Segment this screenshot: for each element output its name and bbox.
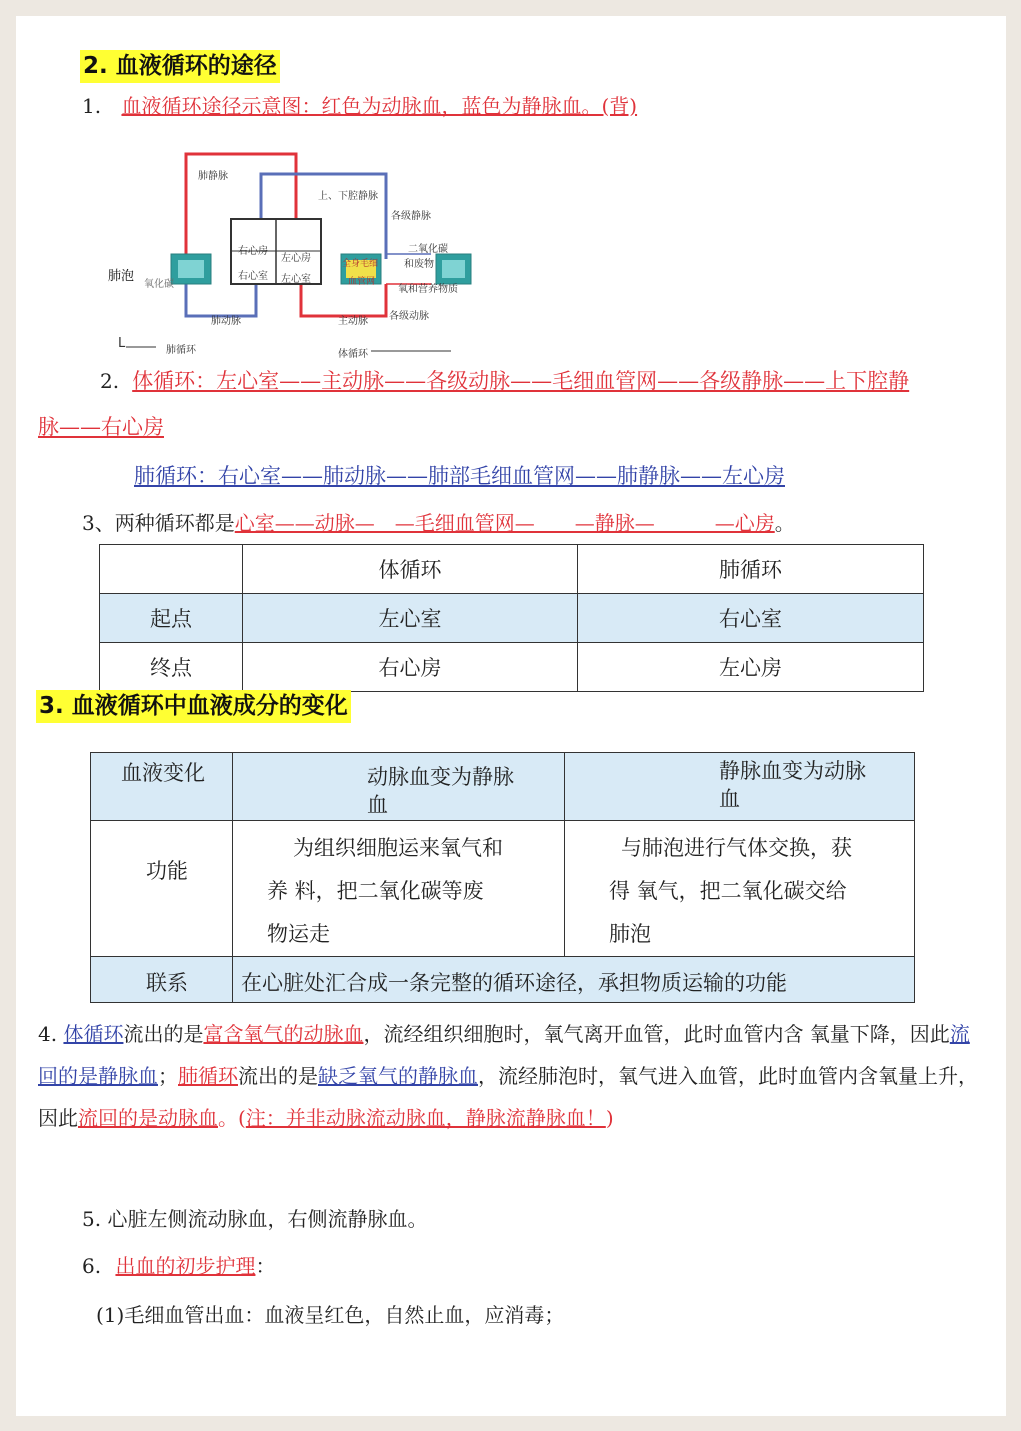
table-cell: 起点 [100, 594, 243, 643]
label-pulmonary-vein: 肺静脉 [198, 171, 228, 182]
table-header-cell [565, 753, 915, 821]
item-2-pulmonary-text: 肺循环：右心室——肺动脉——肺部毛细血管网——肺静脉——左心房 [134, 464, 785, 488]
label-left-ventricle: 左心室 [281, 274, 311, 285]
table-cell [565, 821, 915, 957]
table-cell: 右心室 [578, 594, 924, 643]
label-L: L [118, 336, 126, 351]
item-3-prefix: 3、两种循环都是 [82, 511, 235, 535]
item-2-number: 2. [100, 369, 120, 393]
cell-line: 得 氧气，把二氧化碳交给 [609, 879, 847, 903]
item-6-text: 出血的初步护理 [115, 1254, 256, 1278]
table-cell: 左心室 [243, 594, 578, 643]
item-4-returns-venous: 流回的是静脉血 [38, 1022, 970, 1088]
circulation-diagram [86, 134, 486, 364]
item-4-text: ，流经肺泡时，氧气进入血管，此时血管内含氧量上升，因此 [38, 1064, 978, 1130]
item-2-systemic-text: 体循环：左心室——主动脉——各级动脉——毛细血管网——各级静脉——上下腔静 [132, 369, 910, 393]
cell-line: 与肺泡进行气体交换，获 [621, 836, 852, 860]
table-cell: 联系 [91, 957, 233, 1003]
item-4-number: 4. [38, 1022, 58, 1046]
table-header-cell [233, 753, 565, 821]
item-6 [82, 1252, 275, 1280]
label-left-atrium: 左心房 [281, 253, 311, 264]
label-systemic-circulation: 体循环 [338, 349, 368, 360]
item-4-text: ； [158, 1064, 178, 1088]
table-cell: 左心房 [578, 643, 924, 692]
item-6-sub-1: (1)毛细血管出血：血液呈红色，自然止血，应消毒； [96, 1303, 565, 1327]
table-row [100, 594, 924, 643]
item-4-paragraph [38, 1013, 988, 1139]
label-oxygen-nutrients: 氧和营养物质 [398, 284, 458, 295]
cell-line: 养 料，把二氧化碳等废 [267, 879, 484, 903]
header-line: 血 [719, 787, 740, 811]
label-co2-left: 氧化碳 [144, 279, 174, 290]
item-4-text: 流出的是 [238, 1064, 318, 1088]
item-4-text: 流出的是 [123, 1022, 204, 1046]
item-1-text: 血液循环途径示意图：红色为动脉血，蓝色为静脉血。(背) [121, 94, 638, 118]
item-4-note: 注：并非动脉流动脉血，静脉流静脉血！ [245, 1106, 606, 1130]
label-pulmonary-artery: 肺动脉 [211, 316, 241, 327]
item-4-text: 。( [218, 1106, 246, 1130]
item-4-oxygen-rich: 富含氧气的动脉血 [203, 1022, 364, 1046]
item-2-systemic [100, 366, 909, 396]
header-line: 动脉血变为静脉 [367, 765, 514, 789]
section-heading-2: 2. 血液循环的途径 [80, 50, 280, 83]
label-arteries: 各级动脉 [389, 311, 429, 322]
item-4-text: ，流经组织细胞时，氧气离开血管，此时血管内含 氧量下降，因此 [363, 1022, 950, 1046]
table-header-row [100, 545, 924, 594]
table-header-cell [100, 545, 243, 594]
label-right-atrium: 右心房 [238, 246, 268, 257]
label-waste: 和废物 [404, 259, 434, 270]
table-header-row [91, 753, 915, 821]
table-header-cell: 血液变化 [91, 753, 233, 821]
table-header-cell: 肺循环 [578, 545, 924, 594]
item-4-systemic: 体循环 [63, 1022, 124, 1046]
table-cell: 右心房 [243, 643, 578, 692]
item-1-number: 1. [82, 94, 102, 118]
circulation-table [99, 544, 924, 692]
item-3-text: 心室——动脉— —毛细血管网— —静脉— —心房 [234, 511, 775, 535]
lung-capillary-inner [178, 260, 204, 278]
label-pulmonary-circulation: 肺循环 [166, 345, 196, 356]
table-cell: 功能 [91, 821, 233, 957]
item-6-number: 6. [82, 1254, 102, 1278]
table-header-cell: 体循环 [243, 545, 578, 594]
table-row [100, 643, 924, 692]
item-3 [82, 509, 795, 537]
item-5: 5. 心脏左侧流动脉血，右侧流静脉血。 [82, 1207, 428, 1231]
item-4-text: ) [605, 1106, 614, 1130]
item-1 [82, 92, 637, 120]
item-4-oxygen-poor: 缺乏氧气的静脉血 [318, 1064, 478, 1088]
label-alveoli: 肺泡 [108, 269, 135, 284]
item-3-suffix: 。 [774, 511, 795, 535]
table-row [91, 821, 915, 957]
document-page [16, 16, 1006, 1416]
section-heading-3: 3. 血液循环中血液成分的变化 [36, 690, 351, 723]
label-aorta: 主动脉 [338, 316, 368, 327]
cell-line: 肺泡 [609, 922, 651, 946]
label-right-ventricle: 右心室 [238, 271, 268, 282]
label-co2-top: 二氧化碳 [408, 244, 448, 255]
cell-line: 为组织细胞运来氧气和 [293, 836, 503, 860]
table-cell: 在心脏处汇合成一条完整的循环途径，承担物质运输的功能 [233, 957, 915, 1003]
cell-line: 物运走 [267, 922, 330, 946]
table-cell: 终点 [100, 643, 243, 692]
item-4-pulmonary: 肺循环 [178, 1064, 238, 1088]
item-2-systemic-continued: 脉——右心房 [38, 415, 164, 439]
label-veins: 各级静脉 [391, 211, 431, 222]
header-line: 静脉血变为动脉 [719, 759, 866, 783]
item-6-colon: ： [255, 1254, 276, 1278]
label-vena-cava: 上、下腔静脉 [318, 191, 378, 202]
table-cell [233, 821, 565, 957]
item-4-returns-arterial: 流回的是动脉血 [78, 1106, 218, 1130]
table-row [91, 957, 915, 1003]
header-line: 血 [367, 793, 388, 817]
label-capillary-net: 血管网 [348, 277, 376, 287]
label-body-capillary: 全身毛细 [342, 259, 379, 269]
blood-change-table [90, 752, 915, 1003]
